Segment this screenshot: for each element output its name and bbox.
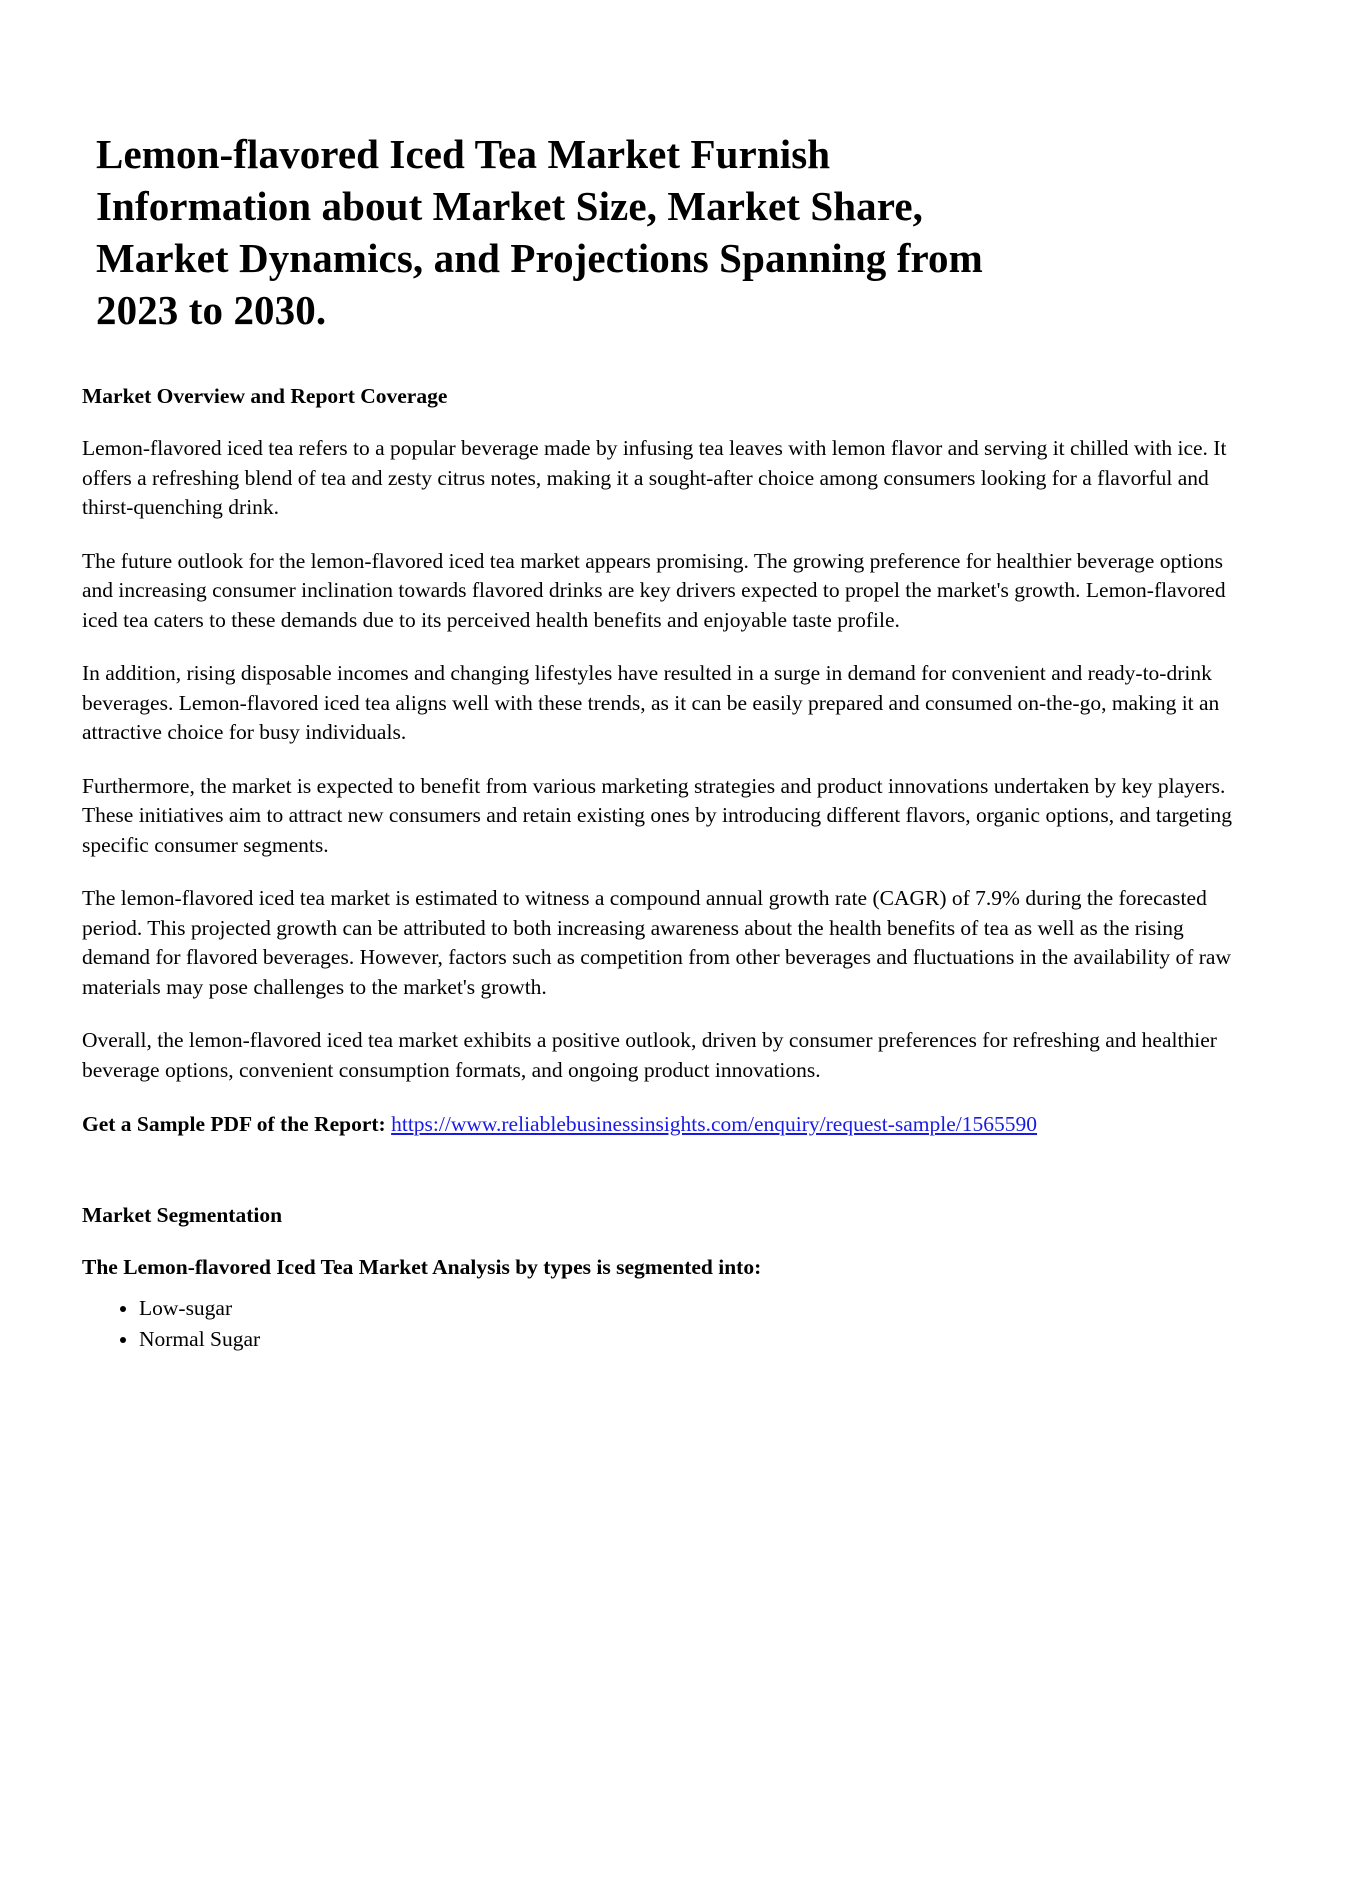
spacer [82,635,1232,659]
sample-pdf-label: Get a Sample PDF of the Report: [82,1112,386,1136]
section-heading-market-overview: Market Overview and Report Coverage [82,384,448,408]
spacer [82,1085,1232,1109]
spacer [82,410,1232,434]
paragraph-overview-definition: Lemon-flavored iced tea refers to a popular beverage made by infusing tea leaves with lemon flavor and serving it chilled with ice. It offers a refreshing blend of tea and zesty citrus notes, making it a sought-after choice among consumers looking for a flavorful and thirst-quenching drink. [82,436,1227,519]
spacer [82,336,1232,382]
segmentation-types-list [82,1293,1232,1355]
document-content [82,128,1232,1355]
spacer [82,1229,1232,1253]
segmentation-types-intro: The Lemon-flavored Iced Tea Market Analysis by types is segmented into: [82,1255,762,1279]
sample-pdf-line [82,1109,1232,1139]
spacer [82,1139,1232,1201]
paragraph-cagr: The lemon-flavored iced tea market is estimated to witness a compound annual growth rate (CAGR) of 7.9% during the forecasted period. This projected growth can be attributed to both increasing awareness about the health benefits of tea as well as the rising demand for flavored beverages. However, factors such as competition from other beverages and fluctuations in the availability of raw materials may pose challenges to the market's growth. [82,886,1231,999]
paragraph-marketing-strategies: Furthermore, the market is expected to benefit from various marketing strategies and product innovations undertaken by key players. These initiatives aim to attract new consumers and retain existing ones by introducing different flavors, organic options, and targeting specific consumer segments. [82,773,1232,857]
list-item: • Low-sugar [139,1293,1232,1324]
spacer [82,860,1232,884]
spacer [82,523,1232,547]
spacer [82,1002,1232,1026]
paragraph-disposable-incomes: In addition, rising disposable incomes and changing lifestyles have resulted in a surge in demand for convenient and ready-to-drink beverages. Lemon-flavored iced tea aligns well with these trends, as it can be easily prepared and consumed on-the-go, making it an attractive choice for busy individuals. [82,661,1220,744]
section-heading-market-segmentation: Market Segmentation [82,1203,283,1227]
paragraph-overall-outlook: Overall, the lemon-flavored iced tea market exhibits a positive outlook, driven by consumer preferences for refreshing and healthier beverage options, convenient consumption formats, and ongoing product innovations. [82,1028,1217,1082]
request-sample-link[interactable]: https://www.reliablebusinessinsights.com/enquiry/request-sample/1565590 [391,1112,1038,1136]
list-item: • Normal Sugar [139,1324,1232,1355]
page-title: Lemon-flavored Iced Tea Market Furnish Information about Market Size, Market Share, Market Dynamics, and Projections Spanning from 2023 to 2030. [96,131,983,333]
spacer [82,748,1232,772]
paragraph-future-outlook: The future outlook for the lemon-flavored iced tea market appears promising. The growing preference for healthier beverage options and increasing consumer inclination towards flavored drinks are key drivers expected to propel the market's growth. Lemon-flavored iced tea caters to these demands due to its perceived health benefits and enjoyable taste profile. [82,548,1226,632]
